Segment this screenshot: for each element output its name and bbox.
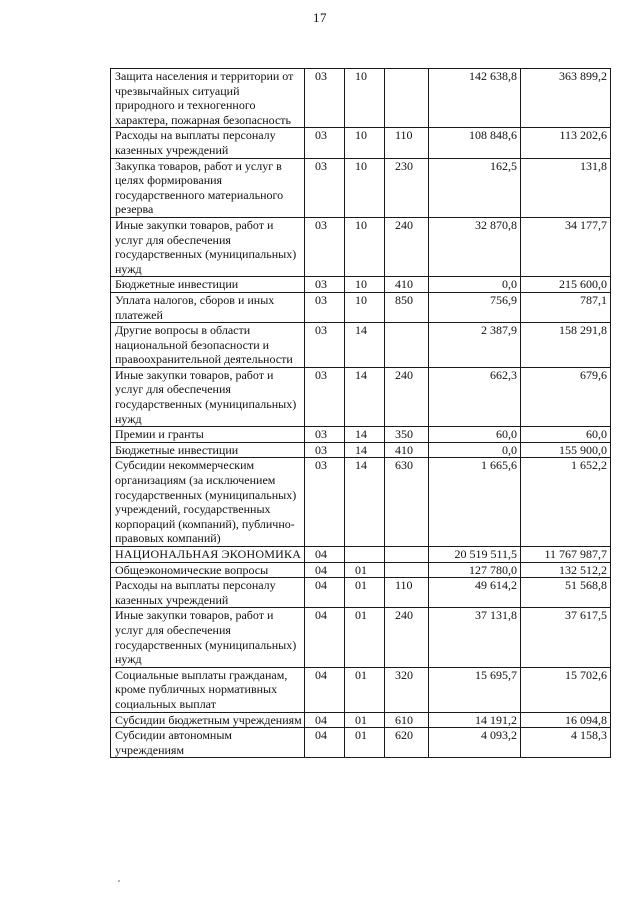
row-expense-type-code bbox=[385, 69, 429, 128]
row-amount-1: 15 695,7 bbox=[429, 667, 521, 712]
row-name: Уплата налогов, сборов и иных платежей bbox=[111, 292, 305, 322]
row-amount-2: 60,0 bbox=[521, 427, 611, 443]
row-subsection-code: 10 bbox=[345, 158, 385, 217]
row-expense-type-code bbox=[385, 562, 429, 578]
row-section-code: 03 bbox=[305, 217, 345, 276]
row-name: Закупка товаров, работ и услуг в целях формирования государственного материального резерва bbox=[111, 158, 305, 217]
row-amount-2: 132 512,2 bbox=[521, 562, 611, 578]
table-row bbox=[111, 292, 611, 322]
row-subsection-code: 01 bbox=[345, 578, 385, 608]
row-amount-2: 679,6 bbox=[521, 367, 611, 426]
row-subsection-code: 10 bbox=[345, 277, 385, 293]
row-amount-2: 34 177,7 bbox=[521, 217, 611, 276]
row-amount-1: 108 848,6 bbox=[429, 128, 521, 158]
row-expense-type-code: 850 bbox=[385, 292, 429, 322]
row-amount-1: 127 780,0 bbox=[429, 562, 521, 578]
row-section-code: 04 bbox=[305, 728, 345, 758]
row-section-code: 04 bbox=[305, 712, 345, 728]
row-expense-type-code: 620 bbox=[385, 728, 429, 758]
row-expense-type-code: 110 bbox=[385, 128, 429, 158]
row-amount-1: 756,9 bbox=[429, 292, 521, 322]
row-section-code: 03 bbox=[305, 458, 345, 547]
row-expense-type-code bbox=[385, 323, 429, 368]
table-row bbox=[111, 367, 611, 426]
row-section-code: 03 bbox=[305, 69, 345, 128]
row-amount-2: 155 900,0 bbox=[521, 442, 611, 458]
table-row bbox=[111, 69, 611, 128]
row-expense-type-code: 410 bbox=[385, 442, 429, 458]
row-section-code: 04 bbox=[305, 667, 345, 712]
row-amount-2: 1 652,2 bbox=[521, 458, 611, 547]
row-subsection-code: 01 bbox=[345, 667, 385, 712]
row-subsection-code: 01 bbox=[345, 562, 385, 578]
row-amount-1: 4 093,2 bbox=[429, 728, 521, 758]
row-subsection-code: 14 bbox=[345, 323, 385, 368]
row-amount-2: 51 568,8 bbox=[521, 578, 611, 608]
scan-speck bbox=[118, 880, 120, 882]
table-row bbox=[111, 217, 611, 276]
table-row bbox=[111, 728, 611, 758]
row-subsection-code: 01 bbox=[345, 608, 385, 667]
row-expense-type-code: 610 bbox=[385, 712, 429, 728]
row-amount-2: 113 202,6 bbox=[521, 128, 611, 158]
row-expense-type-code bbox=[385, 547, 429, 563]
row-section-code: 04 bbox=[305, 578, 345, 608]
row-name: Субсидии бюджетным учреждениям bbox=[111, 712, 305, 728]
row-amount-1: 162,5 bbox=[429, 158, 521, 217]
row-name: Расходы на выплаты персоналу казенных учреждений bbox=[111, 128, 305, 158]
row-amount-2: 215 600,0 bbox=[521, 277, 611, 293]
row-subsection-code: 14 bbox=[345, 458, 385, 547]
row-section-code: 03 bbox=[305, 277, 345, 293]
row-amount-2: 363 899,2 bbox=[521, 69, 611, 128]
row-name: НАЦИОНАЛЬНАЯ ЭКОНОМИКА bbox=[111, 547, 305, 563]
table-row bbox=[111, 128, 611, 158]
row-section-code: 03 bbox=[305, 323, 345, 368]
table-row bbox=[111, 562, 611, 578]
row-amount-1: 60,0 bbox=[429, 427, 521, 443]
table-row bbox=[111, 442, 611, 458]
row-subsection-code: 01 bbox=[345, 728, 385, 758]
row-name: Другие вопросы в области национальной безопасности и правоохранительной деятельности bbox=[111, 323, 305, 368]
page-number: 17 bbox=[313, 10, 327, 25]
table-row bbox=[111, 578, 611, 608]
row-amount-2: 4 158,3 bbox=[521, 728, 611, 758]
row-amount-1: 142 638,8 bbox=[429, 69, 521, 128]
row-expense-type-code: 410 bbox=[385, 277, 429, 293]
row-name: Расходы на выплаты персоналу казенных учреждений bbox=[111, 578, 305, 608]
row-name: Бюджетные инвестиции bbox=[111, 442, 305, 458]
row-amount-1: 662,3 bbox=[429, 367, 521, 426]
row-name: Социальные выплаты гражданам, кроме публичных нормативных социальных выплат bbox=[111, 667, 305, 712]
row-amount-1: 49 614,2 bbox=[429, 578, 521, 608]
row-section-code: 03 bbox=[305, 442, 345, 458]
row-section-code: 03 bbox=[305, 128, 345, 158]
table-row bbox=[111, 547, 611, 563]
row-amount-1: 0,0 bbox=[429, 442, 521, 458]
row-subsection-code: 10 bbox=[345, 292, 385, 322]
row-expense-type-code: 240 bbox=[385, 217, 429, 276]
table-row bbox=[111, 158, 611, 217]
row-amount-1: 37 131,8 bbox=[429, 608, 521, 667]
row-amount-1: 32 870,8 bbox=[429, 217, 521, 276]
row-section-code: 03 bbox=[305, 427, 345, 443]
row-name: Иные закупки товаров, работ и услуг для обеспечения государственных (муниципальных) нужд bbox=[111, 608, 305, 667]
row-amount-2: 787,1 bbox=[521, 292, 611, 322]
row-section-code: 03 bbox=[305, 292, 345, 322]
row-name: Иные закупки товаров, работ и услуг для обеспечения государственных (муниципальных) нужд bbox=[111, 217, 305, 276]
row-expense-type-code: 110 bbox=[385, 578, 429, 608]
row-name: Бюджетные инвестиции bbox=[111, 277, 305, 293]
table-row bbox=[111, 667, 611, 712]
row-expense-type-code: 240 bbox=[385, 367, 429, 426]
row-amount-2: 37 617,5 bbox=[521, 608, 611, 667]
row-amount-1: 1 665,6 bbox=[429, 458, 521, 547]
row-expense-type-code: 630 bbox=[385, 458, 429, 547]
row-subsection-code: 10 bbox=[345, 128, 385, 158]
table-row bbox=[111, 277, 611, 293]
row-amount-2: 131,8 bbox=[521, 158, 611, 217]
row-section-code: 03 bbox=[305, 158, 345, 217]
row-section-code: 04 bbox=[305, 608, 345, 667]
row-amount-2: 11 767 987,7 bbox=[521, 547, 611, 563]
row-name: Общеэкономические вопросы bbox=[111, 562, 305, 578]
row-section-code: 04 bbox=[305, 562, 345, 578]
row-amount-2: 158 291,8 bbox=[521, 323, 611, 368]
row-amount-1: 20 519 511,5 bbox=[429, 547, 521, 563]
row-section-code: 04 bbox=[305, 547, 345, 563]
row-amount-1: 14 191,2 bbox=[429, 712, 521, 728]
row-subsection-code: 14 bbox=[345, 442, 385, 458]
row-subsection-code: 10 bbox=[345, 69, 385, 128]
table-row bbox=[111, 427, 611, 443]
row-subsection-code: 10 bbox=[345, 217, 385, 276]
row-subsection-code: 14 bbox=[345, 427, 385, 443]
row-expense-type-code: 350 bbox=[385, 427, 429, 443]
table-row bbox=[111, 712, 611, 728]
row-expense-type-code: 240 bbox=[385, 608, 429, 667]
budget-table bbox=[110, 68, 611, 758]
row-expense-type-code: 320 bbox=[385, 667, 429, 712]
row-name: Иные закупки товаров, работ и услуг для обеспечения государственных (муниципальных) нужд bbox=[111, 367, 305, 426]
row-section-code: 03 bbox=[305, 367, 345, 426]
table-row bbox=[111, 323, 611, 368]
row-amount-2: 16 094,8 bbox=[521, 712, 611, 728]
row-name: Защита населения и территории от чрезвычайных ситуаций природного и техногенного характера, пожарная безопасность bbox=[111, 69, 305, 128]
row-subsection-code: 14 bbox=[345, 367, 385, 426]
row-amount-1: 0,0 bbox=[429, 277, 521, 293]
row-amount-2: 15 702,6 bbox=[521, 667, 611, 712]
row-subsection-code bbox=[345, 547, 385, 563]
table-row bbox=[111, 608, 611, 667]
table-row bbox=[111, 458, 611, 547]
row-name: Субсидии автономным учреждениям bbox=[111, 728, 305, 758]
row-subsection-code: 01 bbox=[345, 712, 385, 728]
row-name: Субсидии некоммерческим организациям (за исключением государственных (муниципальных) учреждений, государственных корпораций (компаний), публично-правовых компаний) bbox=[111, 458, 305, 547]
row-name: Премии и гранты bbox=[111, 427, 305, 443]
row-expense-type-code: 230 bbox=[385, 158, 429, 217]
row-amount-1: 2 387,9 bbox=[429, 323, 521, 368]
